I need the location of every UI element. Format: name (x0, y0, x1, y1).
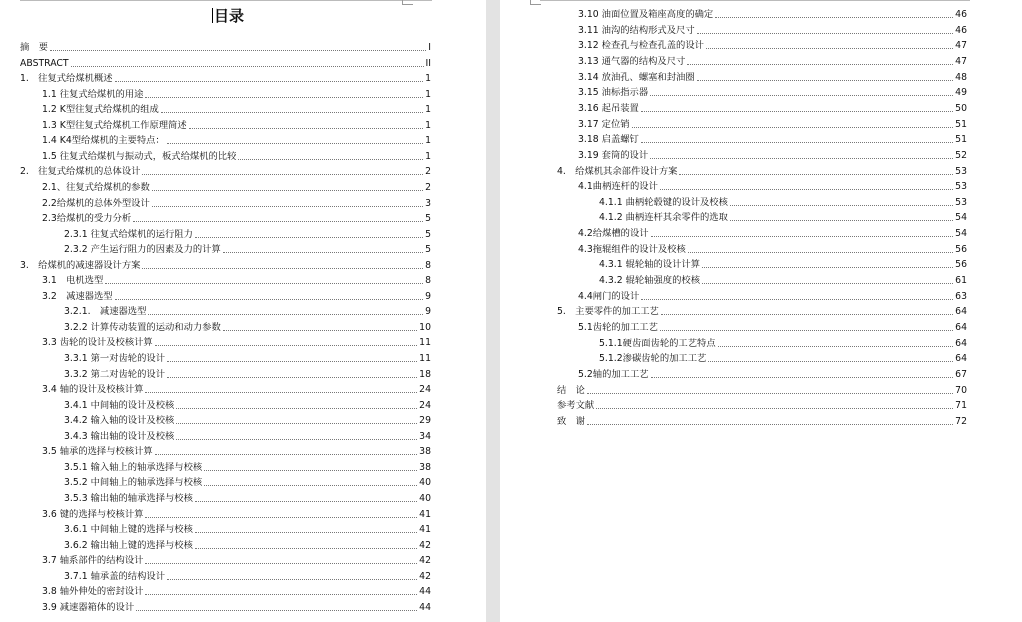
toc-entry[interactable] (64, 302, 431, 317)
toc-entry-page: 3 (425, 197, 431, 209)
toc-entry-page: 51 (955, 118, 967, 130)
toc-entry[interactable] (42, 442, 431, 457)
toc-entry-page: 47 (955, 55, 967, 67)
toc-entry-page: 44 (419, 601, 431, 613)
toc-title (212, 5, 244, 26)
toc-leader-dots (145, 594, 417, 595)
document-page-right (500, 0, 1022, 622)
toc-entry-page: 52 (955, 149, 967, 161)
toc-leader-dots (730, 205, 953, 206)
toc-entry[interactable] (599, 208, 967, 223)
toc-entry-page: 41 (419, 508, 431, 520)
toc-entry-label: 3.2 减速器选型 (42, 290, 113, 302)
toc-entry[interactable] (578, 177, 967, 192)
toc-entry[interactable] (20, 162, 431, 177)
toc-entry-label: 2.3.1 往复式给煤机的运行阻力 (64, 228, 193, 240)
toc-entry-page: 10 (419, 321, 431, 333)
toc-leader-dots (152, 206, 423, 207)
toc-leader-dots (718, 346, 954, 347)
toc-entry-page: 64 (955, 322, 967, 333)
toc-entry-page: 9 (425, 290, 431, 302)
toc-entry-label: 参考文献 (557, 400, 595, 412)
toc-leader-dots (115, 81, 424, 82)
toc-entry[interactable] (578, 52, 967, 67)
toc-entry-label: 4.1.2 曲柄连杆其余零件的选取 (599, 212, 728, 224)
toc-entry[interactable] (64, 536, 431, 551)
toc-leader-dots (697, 33, 954, 34)
toc-entry-label: 3.1 电机选型 (42, 275, 104, 287)
toc-entry-page: 61 (955, 275, 967, 287)
toc-entry-label: 3.6 键的选择与校核计算 (42, 508, 144, 520)
toc-entry-label: 2.2给煤机的总体外型设计 (42, 197, 150, 209)
toc-entry-page: 53 (955, 196, 967, 208)
toc-entry[interactable] (557, 302, 967, 317)
toc-entry[interactable] (64, 365, 431, 380)
toc-entry-label: 3.4.1 中间轴的设计及校核 (64, 399, 175, 411)
toc-entry-page: 11 (419, 337, 431, 349)
margin-corner-mark (530, 0, 541, 5)
toc-entry-page: 42 (419, 570, 431, 582)
toc-entry-page: 42 (419, 539, 431, 551)
toc-entry-page: 38 (419, 446, 431, 458)
toc-entry-page: 63 (955, 290, 967, 302)
toc-leader-dots (223, 330, 417, 331)
toc-leader-dots (587, 393, 953, 394)
toc-leader-dots (641, 111, 953, 112)
toc-entry-label: 3.5.1 输入轴上的轴承选择与校核 (64, 461, 203, 473)
toc-entry-page: 46 (955, 24, 967, 36)
toc-entry-label: 3.18 启盖螺钉 (578, 134, 639, 146)
toc-entry-label: 4.1.1 曲柄轮毂键的设计及校核 (599, 196, 728, 208)
toc-leader-dots (706, 48, 953, 49)
toc-entry[interactable] (578, 83, 967, 98)
toc-leader-dots (133, 221, 423, 222)
toc-entry-label: ABSTRACT (20, 57, 69, 69)
toc-entry-label: 3.16 起吊装置 (578, 102, 639, 114)
toc-leader-dots (195, 237, 423, 238)
toc-entry-page: 5 (425, 213, 431, 225)
toc-entry-label: 3.13 通气器的结构及尺寸 (578, 55, 686, 67)
toc-entry[interactable] (64, 567, 431, 582)
page-gap (486, 0, 500, 622)
toc-entry-page: 34 (419, 430, 431, 442)
toc-entry-label: 结 论 (557, 384, 585, 396)
toc-entry[interactable] (578, 365, 967, 380)
toc-entry-page: 50 (955, 102, 967, 114)
toc-leader-dots (136, 610, 417, 611)
toc-entry-label: 3.12 检查孔与检查孔盖的设计 (578, 40, 704, 52)
toc-entry[interactable] (64, 489, 431, 504)
toc-entry[interactable] (557, 412, 967, 427)
toc-entry-page: 1 (425, 73, 431, 85)
toc-entry[interactable] (20, 38, 431, 53)
toc-entry-label: 4.3拖辊组件的设计及校核 (578, 243, 686, 255)
toc-entry-label: 3.5.2 中间轴上的轴承选择与校核 (64, 477, 203, 489)
toc-leader-dots (145, 563, 417, 564)
toc-entry-page: 1 (425, 104, 431, 116)
toc-entry-page: 56 (955, 259, 967, 271)
toc-entry-label: 3.15 油标指示器 (578, 87, 649, 99)
toc-entry-label: 3.2.1. 减速器选型 (64, 306, 147, 318)
toc-entry[interactable] (42, 598, 431, 613)
toc-leader-dots (145, 97, 423, 98)
toc-leader-dots (176, 423, 417, 424)
toc-leader-dots (651, 236, 954, 237)
toc-entry-label: 3.8 轴外伸处的密封设计 (42, 586, 144, 598)
toc-leader-dots (702, 267, 953, 268)
toc-entry-page: 1 (425, 88, 431, 100)
toc-leader-dots (730, 220, 953, 221)
toc-entry-page: 42 (419, 555, 431, 567)
toc-entry[interactable] (64, 225, 431, 240)
toc-leader-dots (167, 377, 417, 378)
toc-entry[interactable] (42, 505, 431, 520)
toc-entry[interactable] (64, 240, 431, 255)
toc-leader-dots (641, 142, 953, 143)
toc-entry[interactable] (42, 380, 431, 395)
toc-leader-dots (204, 470, 417, 471)
toc-leader-dots (687, 64, 953, 65)
toc-entry-page: 56 (955, 243, 967, 255)
toc-entry-label: 3.3.1 第一对齿轮的设计 (64, 353, 165, 364)
toc-leader-dots (708, 361, 953, 362)
toc-entry-page: 71 (955, 400, 967, 412)
toc-title-text: 目录 (214, 7, 245, 25)
toc-entry-page: 53 (955, 181, 967, 193)
toc-leader-dots (660, 189, 953, 190)
toc-leader-dots (195, 548, 417, 549)
toc-leader-dots (661, 314, 953, 315)
toc-entry-page: 64 (955, 306, 967, 318)
toc-entry-page: 54 (955, 212, 967, 224)
toc-entry-label: 3.5 轴承的选择与校核计算 (42, 446, 153, 458)
toc-entry-label: 4.3.2 辊轮轴强度的校核 (599, 275, 700, 287)
toc-entry-page: 40 (419, 477, 431, 489)
toc-entry-label: 3.4 轴的设计及校核计算 (42, 384, 144, 396)
toc-entry-page: 46 (955, 9, 967, 20)
toc-leader-dots (189, 128, 423, 129)
toc-entry[interactable] (599, 334, 967, 349)
toc-entry-label: 1. 往复式给煤机概述 (20, 73, 113, 85)
toc-entry[interactable] (578, 68, 967, 83)
toc-entry-page: 9 (425, 306, 431, 318)
toc-leader-dots (152, 190, 423, 191)
toc-entry[interactable] (64, 427, 431, 442)
toc-leader-dots (650, 158, 953, 159)
toc-entry-page: 11 (419, 353, 431, 364)
toc-entry[interactable] (578, 146, 967, 161)
toc-leader-dots (71, 66, 424, 67)
toc-entry-page: 64 (955, 337, 967, 349)
toc-leader-dots (148, 314, 423, 315)
toc-leader-dots (238, 159, 423, 160)
margin-corner-mark (402, 0, 413, 5)
toc-entry-label: 4. 给煤机其余部件设计方案 (557, 165, 678, 177)
toc-entry[interactable] (578, 240, 967, 255)
toc-leader-dots (167, 579, 417, 580)
toc-entry-label: 3.6.1 中间轴上键的选择与校核 (64, 524, 193, 536)
toc-entry[interactable] (20, 256, 431, 271)
toc-entry-page: 1 (425, 119, 431, 131)
toc-leader-dots (105, 283, 423, 284)
toc-leader-dots (195, 501, 417, 502)
toc-entry[interactable] (64, 458, 431, 473)
toc-entry-label: 2. 往复式给煤机的总体设计 (20, 166, 141, 178)
toc-leader-dots (641, 299, 953, 300)
toc-entry-page: 72 (955, 415, 967, 427)
toc-entry-label: 3.7 轴系部件的结构设计 (42, 555, 144, 567)
toc-leader-dots (702, 283, 953, 284)
toc-entry[interactable] (557, 381, 967, 396)
toc-entry-page: 1 (425, 135, 431, 147)
toc-entry-page: 5 (425, 228, 431, 240)
toc-entry[interactable] (599, 349, 967, 364)
toc-entry-page: 38 (419, 461, 431, 473)
toc-entry-page: 29 (419, 415, 431, 427)
toc-leader-dots (679, 174, 953, 175)
toc-entry-label: 3.17 定位销 (578, 118, 630, 130)
toc-entry[interactable] (42, 131, 431, 146)
toc-entry-label: 3.14 放油孔、螺塞和封油圈 (578, 71, 695, 83)
toc-leader-dots (167, 143, 423, 144)
toc-entry[interactable] (557, 162, 967, 177)
toc-entry-page: 40 (419, 492, 431, 504)
toc-entry-page: 51 (955, 134, 967, 146)
toc-entry-label: 3.2.2 计算传动装置的运动和动力参数 (64, 321, 221, 333)
toc-leader-dots (632, 127, 954, 128)
toc-entry[interactable] (42, 287, 431, 302)
toc-entry-label: 4.3.1 辊轮轴的设计计算 (599, 259, 700, 271)
toc-entry-page: 8 (425, 275, 431, 287)
toc-entry[interactable] (64, 520, 431, 535)
toc-leader-dots (155, 345, 417, 346)
toc-entry-page: 41 (419, 524, 431, 536)
toc-entry-label: 3.5.3 输出轴的轴承选择与校核 (64, 492, 193, 504)
toc-entry-label: 5.1.2渗碳齿轮的加工工艺 (599, 353, 707, 365)
header-rule (540, 0, 970, 1)
toc-entry-label: 5.1.1硬齿面齿轮的工艺特点 (599, 337, 716, 349)
toc-entry[interactable] (578, 130, 967, 145)
toc-entry[interactable] (42, 147, 431, 162)
toc-entry-label: 1.5 往复式给煤机与振动式，板式给煤机的比较 (42, 150, 237, 162)
toc-entry-label: 3.3 齿轮的设计及校核计算 (42, 337, 153, 349)
toc-entry-page: 67 (955, 368, 967, 380)
toc-entry-page: 24 (419, 384, 431, 396)
toc-entry-page: 8 (425, 259, 431, 271)
toc-leader-dots (195, 532, 417, 533)
toc-entry[interactable] (42, 551, 431, 566)
toc-entry[interactable] (578, 115, 967, 130)
toc-entry-label: 4.4闸门的设计 (578, 290, 640, 302)
toc-leader-dots (50, 50, 426, 51)
toc-entry[interactable] (42, 271, 431, 286)
toc-entry-label: 3.4.3 输出轴的设计及校核 (64, 430, 175, 442)
toc-entry-label: 1.4 K4型给煤机的主要特点： (42, 135, 165, 147)
toc-entry-page: 2 (425, 166, 431, 178)
toc-entry[interactable] (42, 333, 431, 348)
toc-entry[interactable] (42, 178, 431, 193)
toc-entry-label: 3.3.2 第二对齿轮的设计 (64, 368, 165, 380)
toc-entry[interactable] (42, 85, 431, 100)
toc-entry[interactable] (42, 582, 431, 597)
toc-entry-page: I (428, 42, 431, 53)
toc-entry-page: 24 (419, 399, 431, 411)
document-page-left (0, 0, 486, 622)
toc-entry[interactable] (64, 473, 431, 488)
toc-entry-page: 2 (425, 181, 431, 193)
toc-entry[interactable] (599, 271, 967, 286)
toc-entry[interactable] (578, 318, 967, 333)
toc-leader-dots (688, 252, 953, 253)
toc-leader-dots (161, 112, 423, 113)
toc-entry-label: 5. 主要零件的加工工艺 (557, 306, 659, 318)
toc-entry-page: II (425, 57, 431, 69)
toc-entry-page: 18 (419, 368, 431, 380)
toc-entry-page: 1 (425, 150, 431, 162)
toc-entry[interactable] (42, 209, 431, 224)
toc-leader-dots (660, 330, 953, 331)
toc-entry-page: 49 (955, 87, 967, 99)
toc-leader-dots (176, 408, 417, 409)
header-rule (20, 0, 432, 1)
toc-entry-label: 2.3给煤机的受力分析 (42, 213, 132, 225)
toc-leader-dots (587, 424, 953, 425)
toc-entry-label: 1.3 K型往复式给煤机工作原理简述 (42, 119, 187, 131)
toc-leader-dots (596, 408, 953, 409)
toc-entry[interactable] (578, 5, 967, 20)
toc-entry-label: 2.3.2 产生运行阻力的因素及力的计算 (64, 244, 221, 256)
toc-entry-label: 4.2给煤槽的设计 (578, 228, 649, 240)
toc-entry[interactable] (578, 224, 967, 239)
toc-entry-page: 64 (955, 353, 967, 365)
toc-leader-dots (145, 392, 417, 393)
toc-entry-page: 54 (955, 228, 967, 240)
toc-leader-dots (167, 361, 417, 362)
toc-entry[interactable] (599, 255, 967, 270)
toc-entry-page: 44 (419, 586, 431, 598)
toc-entry-label: 3. 给煤机的减速器设计方案 (20, 259, 141, 271)
toc-leader-dots (155, 454, 417, 455)
toc-entry-page: 47 (955, 40, 967, 52)
toc-entry[interactable] (64, 349, 431, 364)
toc-entry[interactable] (42, 116, 431, 131)
toc-entry-label: 2.1、往复式给煤机的参数 (42, 181, 150, 193)
toc-entry[interactable] (42, 194, 431, 209)
toc-entry-label: 摘 要 (20, 42, 48, 53)
toc-entry[interactable] (599, 193, 967, 208)
toc-entry-label: 5.2轴的加工工艺 (578, 368, 649, 380)
toc-entry-label: 3.19 套筒的设计 (578, 149, 649, 161)
toc-entry[interactable] (42, 100, 431, 115)
toc-leader-dots (142, 174, 423, 175)
toc-entry[interactable] (578, 287, 967, 302)
toc-entry-label: 3.4.2 输入轴的设计及校核 (64, 415, 175, 427)
toc-entry[interactable] (578, 99, 967, 114)
toc-entry-page: 48 (955, 71, 967, 83)
toc-leader-dots (697, 80, 954, 81)
toc-leader-dots (115, 299, 424, 300)
toc-entry[interactable] (64, 396, 431, 411)
toc-entry-label: 3.6.2 输出轴上键的选择与校核 (64, 539, 193, 551)
toc-leader-dots (204, 485, 417, 486)
toc-leader-dots (176, 439, 417, 440)
toc-leader-dots (142, 268, 423, 269)
toc-entry-page: 5 (425, 244, 431, 256)
toc-leader-dots (650, 95, 953, 96)
toc-leader-dots (145, 517, 417, 518)
toc-entry-label: 1.2 K型往复式给煤机的组成 (42, 104, 159, 116)
toc-entry-label: 5.1齿轮的加工工艺 (578, 322, 658, 333)
toc-entry[interactable] (557, 396, 967, 411)
toc-entry-label: 3.9 减速器箱体的设计 (42, 601, 135, 613)
toc-entry-label: 3.7.1 轴承盖的结构设计 (64, 570, 165, 582)
toc-entry-label: 致 谢 (557, 415, 585, 427)
toc-entry[interactable] (578, 21, 967, 36)
toc-entry-label: 3.11 油沟的结构形式及尺寸 (578, 24, 695, 36)
toc-entry[interactable] (20, 54, 431, 69)
text-cursor (212, 8, 213, 23)
toc-entry[interactable] (64, 411, 431, 426)
toc-entry-label: 3.10 油面位置及箱座高度的确定 (578, 9, 714, 20)
toc-entry[interactable] (64, 318, 431, 333)
toc-entry-page: 53 (955, 165, 967, 177)
toc-leader-dots (223, 252, 423, 253)
toc-entry-page: 70 (955, 384, 967, 396)
toc-entry[interactable] (578, 36, 967, 51)
toc-entry-label: 1.1 往复式给煤机的用途 (42, 88, 144, 100)
toc-leader-dots (715, 17, 953, 18)
toc-leader-dots (651, 377, 954, 378)
toc-entry-label: 4.1曲柄连杆的设计 (578, 181, 658, 193)
toc-entry[interactable] (20, 69, 431, 84)
